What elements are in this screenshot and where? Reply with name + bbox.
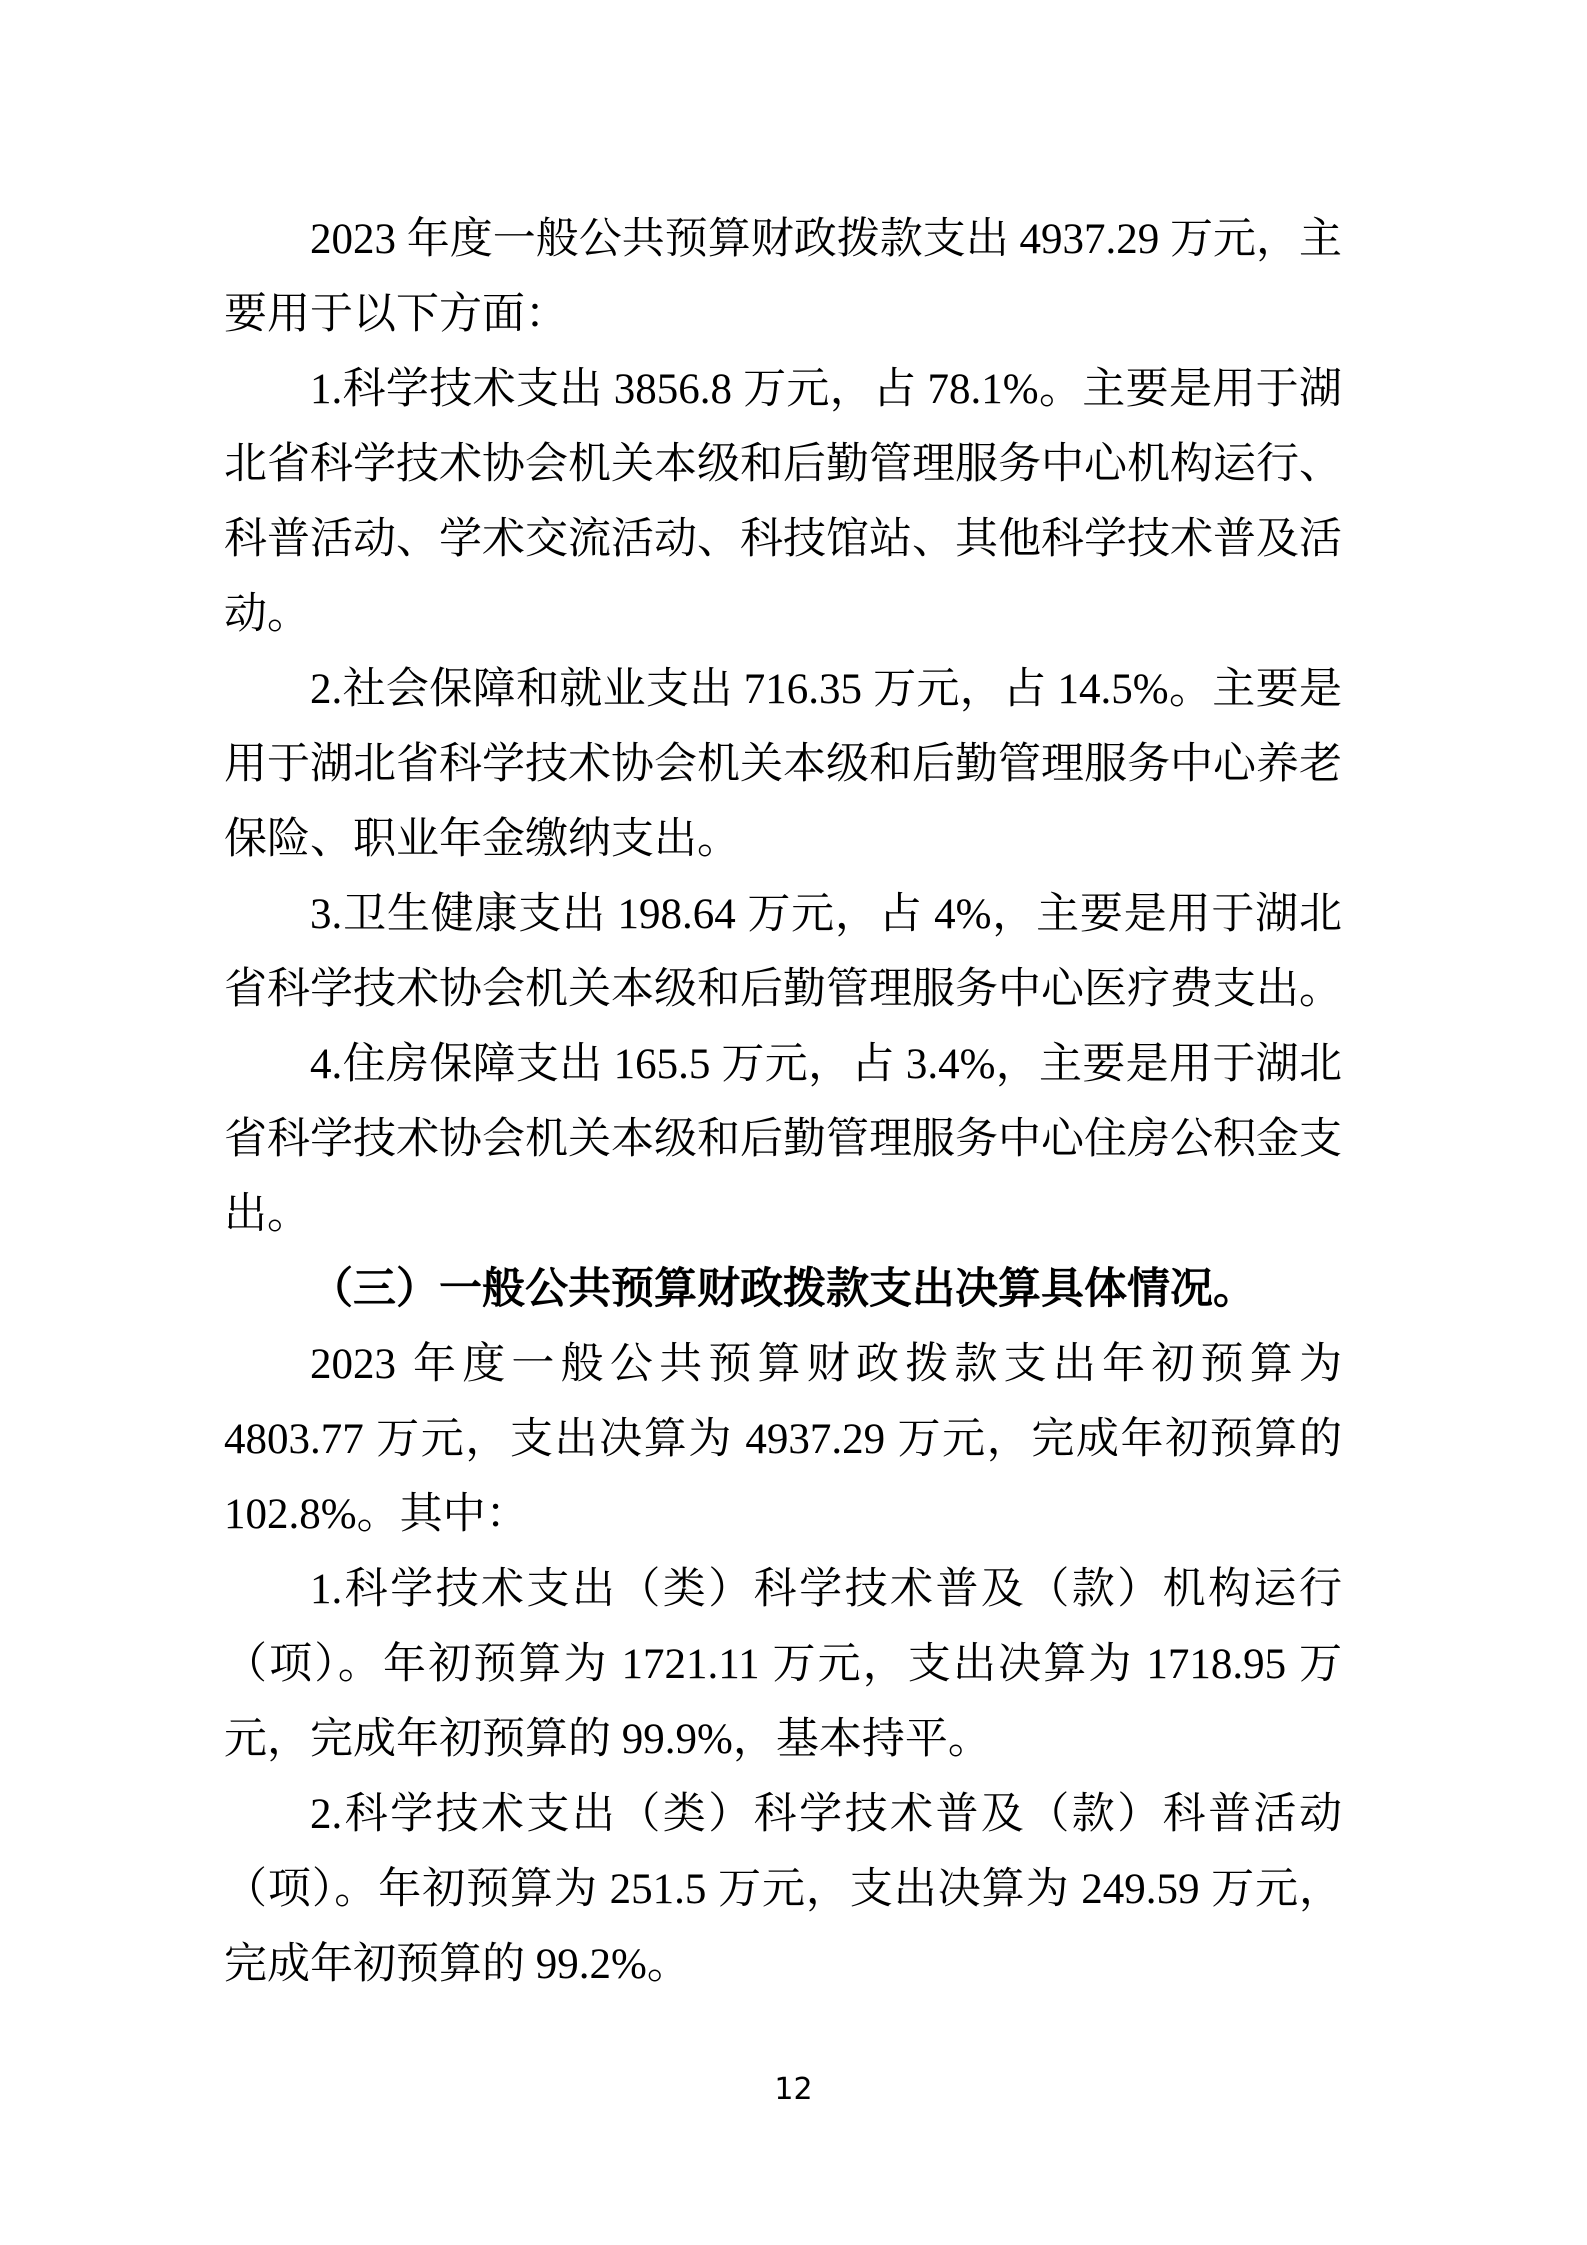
page-number: 12 xyxy=(774,2072,813,2107)
paragraph-item-institution-operation: 1.科学技术支出（类）科学技术普及（款）机构运行（项）。年初预算为 1721.11 万元，支出决算为 1718.95 万元，完成年初预算的 99.9%，基本持平。 xyxy=(224,1566,1342,1763)
paragraph-health-expenditure: 3.卫生健康支出 198.64 万元，占 4%，主要是用于湖北省科学技术协会机关本级和后勤管理服务中心医疗费支出。 xyxy=(224,891,1342,1013)
section-heading-three: （三）一般公共预算财政拨款支出决算具体情况。 xyxy=(310,1266,1256,1313)
paragraph-housing-expenditure: 4.住房保障支出 165.5 万元，占 3.4%，主要是用于湖北省科学技术协会机关本级和后勤管理服务中心住房公积金支出。 xyxy=(224,1041,1342,1238)
paragraph-science-tech-expenditure: 1.科学技术支出 3856.8 万元，占 78.1%。主要是用于湖北省科学技术协会机关本级和后勤管理服务中心机构运行、科普活动、学术交流活动、科技馆站、其他科学技术普及活动。 xyxy=(224,366,1342,638)
paragraph-budget-vs-final: 2023 年度一般公共预算财政拨款支出年初预算为 4803.77 万元，支出决算为 4937.29 万元，完成年初预算的 102.8%。其中： xyxy=(224,1341,1342,1538)
paragraph-item-science-popularization: 2.科学技术支出（类）科学技术普及（款）科普活动（项）。年初预算为 251.5 万元，支出决算为 249.59 万元，完成年初预算的 99.2%。 xyxy=(224,1791,1342,1988)
page-footer xyxy=(0,2072,1587,2108)
paragraph-social-security-expenditure: 2.社会保障和就业支出 716.35 万元，占 14.5%。主要是用于湖北省科学技术协会机关本级和后勤管理服务中心养老保险、职业年金缴纳支出。 xyxy=(224,666,1342,863)
document-body xyxy=(224,202,1342,2002)
paragraph-overview: 2023 年度一般公共预算财政拨款支出 4937.29 万元，主要用于以下方面： xyxy=(224,216,1342,338)
